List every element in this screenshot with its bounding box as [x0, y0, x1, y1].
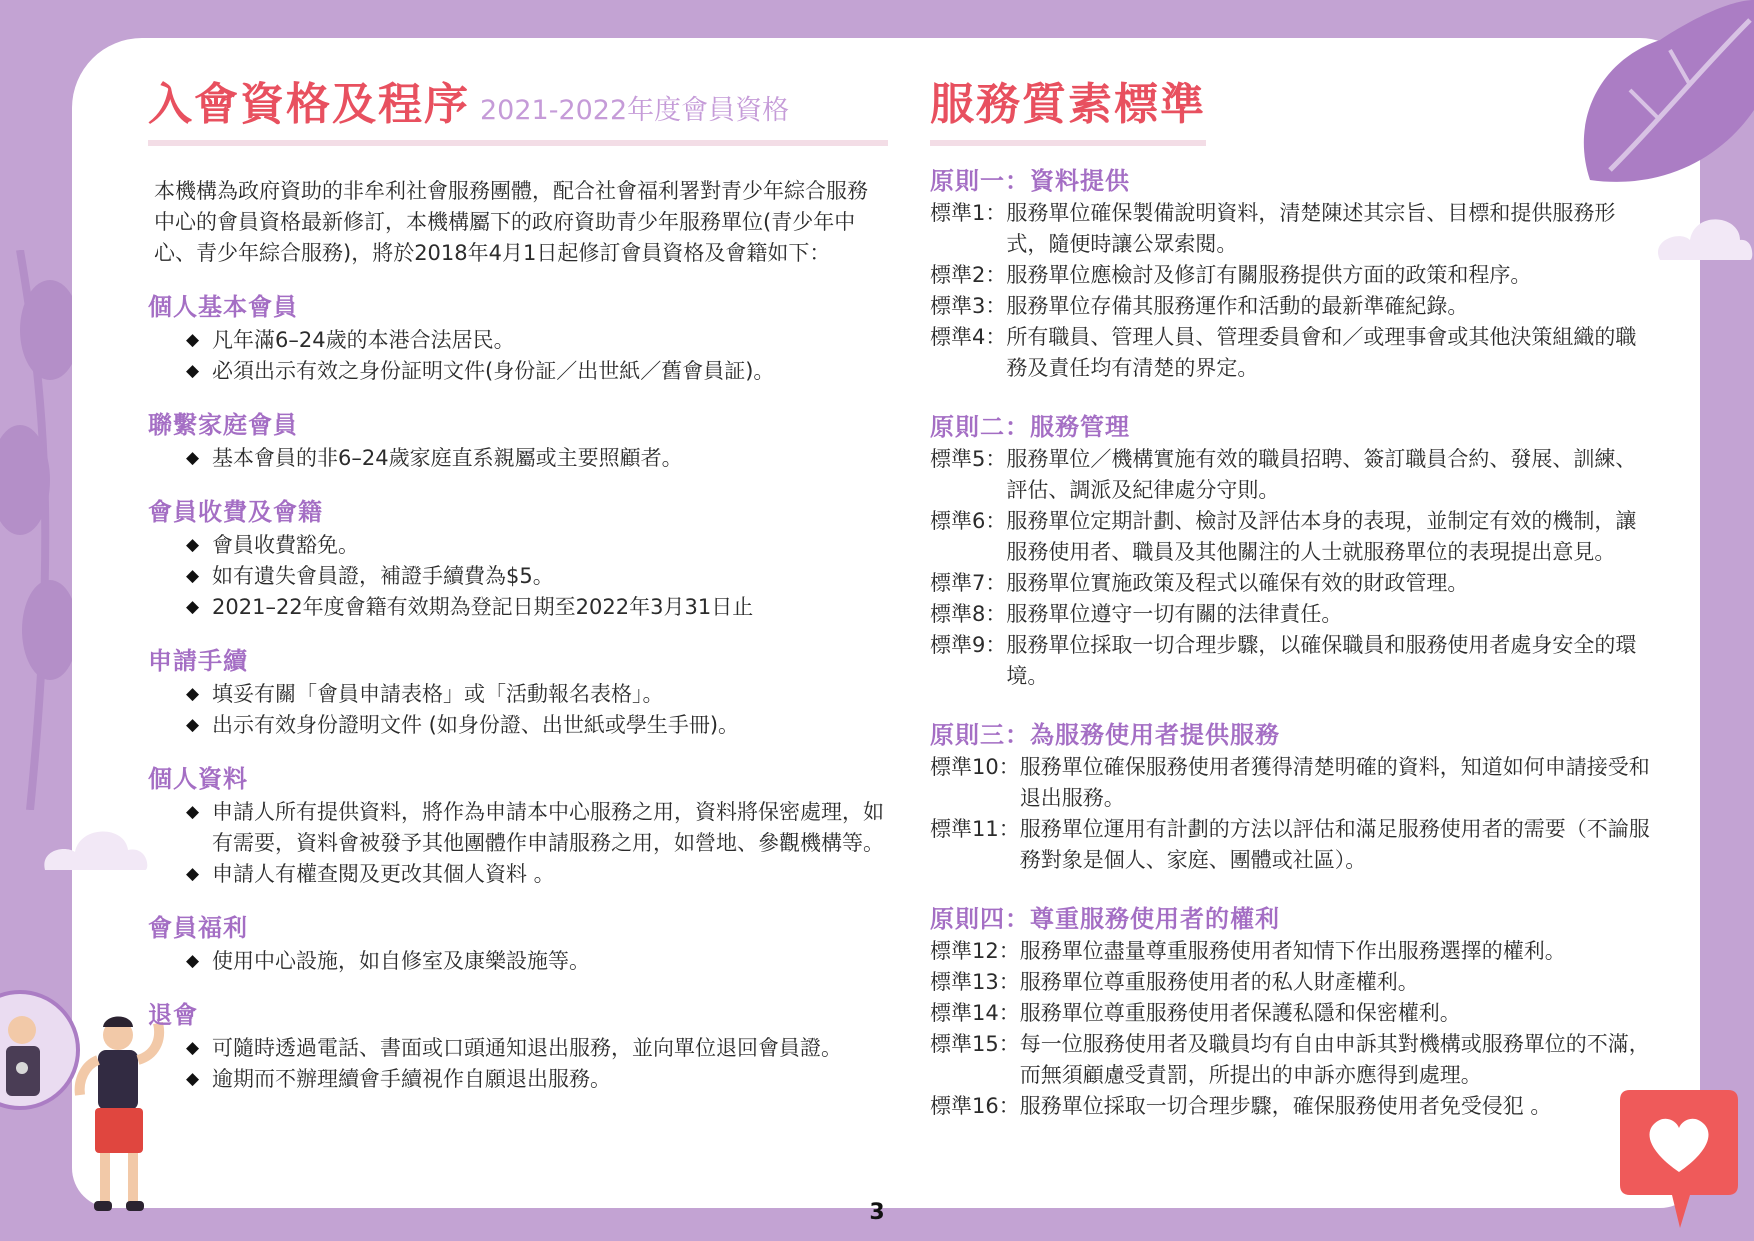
bullet-item — [148, 592, 888, 623]
bullet-item — [148, 325, 888, 356]
leaf-branch-decoration — [0, 250, 80, 810]
standard-item — [930, 814, 1650, 876]
standard-label: 標準2： — [930, 263, 1007, 287]
standard-text: 所有職員、管理人員、管理委員會和／或理事會或其他決策組織的職務及責任均有清楚的界定。 — [1006, 325, 1637, 380]
membership-section — [148, 645, 888, 741]
page-number: 3 — [869, 1200, 885, 1225]
principle-section — [930, 410, 1650, 692]
quality-standards-column — [930, 78, 1650, 1122]
cloud-decoration — [1650, 210, 1754, 260]
diamond-bullet-icon: ◆ — [186, 535, 200, 555]
quality-title-row — [930, 78, 1206, 146]
standard-label: 標準3： — [930, 294, 1007, 318]
bullet-item — [148, 443, 888, 474]
standard-label: 標準10： — [930, 755, 1020, 779]
bullet-text: 2021–22年度會籍有效期為登記日期至2022年3月31日止 — [212, 595, 754, 619]
diamond-bullet-icon: ◆ — [186, 715, 200, 735]
bullet-text: 必須出示有效之身份証明文件(身份証／出世紙／舊會員証)。 — [212, 359, 775, 383]
principle-section — [930, 902, 1650, 1122]
standard-item — [930, 998, 1650, 1029]
bullet-text: 出示有效身份證明文件 (如身份證、出世紙或學生手冊)。 — [212, 713, 740, 737]
bullet-item — [148, 859, 888, 890]
membership-sections — [148, 291, 888, 1095]
standard-text: 服務單位存備其服務運作和活動的最新準確紀錄。 — [1006, 294, 1469, 318]
standard-text: 服務單位盡量尊重服務使用者知情下作出服務選擇的權利。 — [1019, 939, 1566, 963]
standard-item — [930, 752, 1650, 814]
standard-label: 標準16： — [930, 1094, 1020, 1118]
standard-item — [930, 444, 1650, 506]
membership-title-row — [148, 78, 888, 146]
standard-label: 標準1： — [930, 201, 1007, 225]
bullet-text: 逾期而不辦理續會手續視作自願退出服務。 — [212, 1067, 611, 1091]
standard-text: 服務單位採取一切合理步驟，以確保職員和服務使用者處身安全的環境。 — [1006, 633, 1637, 688]
medal-person-illustration — [0, 990, 80, 1110]
standard-label: 標準6： — [930, 509, 1007, 533]
standard-text: 服務單位運用有計劃的方法以評估和滿足服務使用者的需要（不論服務對象是個人、家庭、團體或社區）。 — [1019, 817, 1650, 872]
standard-label: 標準5： — [930, 447, 1007, 471]
membership-subtitle: 2021-2022年度會員資格 — [480, 95, 790, 126]
bullet-item — [148, 1033, 888, 1064]
diamond-bullet-icon: ◆ — [186, 330, 200, 350]
bullet-item — [148, 710, 888, 741]
membership-section — [148, 912, 888, 977]
bullet-item — [148, 1064, 888, 1095]
principle-section — [930, 718, 1650, 876]
standard-label: 標準8： — [930, 602, 1007, 626]
standard-text: 服務單位確保服務使用者獲得清楚明確的資料，知道如何申請接受和退出服務。 — [1019, 755, 1650, 810]
standard-label: 標準11： — [930, 817, 1020, 841]
standard-item — [930, 198, 1650, 260]
section-heading: 會員收費及會籍 — [148, 498, 323, 526]
section-heading: 聯繫家庭會員 — [148, 411, 298, 439]
standard-label: 標準12： — [930, 939, 1020, 963]
standard-item — [930, 967, 1650, 998]
diamond-bullet-icon: ◆ — [186, 448, 200, 468]
standard-item — [930, 568, 1650, 599]
diamond-bullet-icon: ◆ — [186, 361, 200, 381]
diamond-bullet-icon: ◆ — [186, 951, 200, 971]
standard-item — [930, 1029, 1650, 1091]
standard-item — [930, 630, 1650, 692]
standard-item — [930, 599, 1650, 630]
standard-text: 服務單位採取一切合理步驟，確保服務使用者免受侵犯 。 — [1019, 1094, 1552, 1118]
diamond-bullet-icon: ◆ — [186, 802, 200, 822]
standard-text: 服務單位定期計劃、檢討及評估本身的表現，並制定有效的機制，讓服務使用者、職員及其他關注的人士就服務單位的表現提出意見。 — [1006, 509, 1637, 564]
bullet-text: 填妥有關「會員申請表格」或「活動報名表格」。 — [212, 682, 664, 706]
standard-item — [930, 260, 1650, 291]
diamond-bullet-icon: ◆ — [186, 566, 200, 586]
standard-item — [930, 322, 1650, 384]
bullet-text: 凡年滿6–24歲的本港合法居民。 — [212, 328, 515, 352]
bullet-item — [148, 946, 888, 977]
bullet-text: 如有遺失會員證，補證手續費為$5。 — [212, 564, 554, 588]
membership-column — [148, 78, 888, 1095]
bullet-text: 可隨時透過電話、書面或口頭通知退出服務，並向單位退回會員證。 — [212, 1036, 842, 1060]
bullet-item — [148, 530, 888, 561]
diamond-bullet-icon: ◆ — [186, 864, 200, 884]
bullet-item — [148, 561, 888, 592]
cloud-decoration-left — [40, 820, 150, 870]
section-heading: 退會 — [148, 1001, 198, 1029]
membership-section — [148, 409, 888, 474]
standard-item — [930, 506, 1650, 568]
standard-text: 服務單位尊重服務使用者的私人財產權利。 — [1019, 970, 1419, 994]
quality-title: 服務質素標準 — [930, 79, 1206, 130]
bullet-text: 會員收費豁免。 — [212, 533, 359, 557]
standard-label: 標準4： — [930, 325, 1007, 349]
standard-item — [930, 1091, 1650, 1122]
section-heading: 個人基本會員 — [148, 293, 298, 321]
standard-text: 服務單位實施政策及程式以確保有效的財政管理。 — [1006, 571, 1469, 595]
standard-label: 標準9： — [930, 633, 1007, 657]
standard-text: 服務單位應檢討及修訂有關服務提供方面的政策和程序。 — [1006, 263, 1532, 287]
standard-label: 標準7： — [930, 571, 1007, 595]
membership-title: 入會資格及程序 — [148, 79, 470, 130]
intro-paragraph: 本機構為政府資助的非牟利社會服務團體，配合社會福利署對青少年綜合服務中心的會員資格最新修訂，本機構屬下的政府資助青少年服務單位(青少年中心、青少年綜合服務)，將於2018年4月1日起修訂會員資格及會籍如下： — [154, 179, 868, 265]
principle-heading: 原則三：為服務使用者提供服務 — [930, 721, 1280, 749]
principles-list — [930, 164, 1650, 1122]
section-heading: 會員福利 — [148, 914, 248, 942]
standard-label: 標準15： — [930, 1032, 1020, 1056]
diamond-bullet-icon: ◆ — [186, 1038, 200, 1058]
standard-text: 服務單位確保製備說明資料，清楚陳述其宗旨、目標和提供服務形式，隨便時讓公眾索閱。 — [1006, 201, 1616, 256]
diamond-bullet-icon: ◆ — [186, 1069, 200, 1089]
bullet-text: 申請人所有提供資料，將作為申請本中心服務之用，資料將保密處理，如有需要，資料會被發予其他團體作申請服務之用，如營地、參觀機構等。 — [212, 800, 884, 855]
principle-heading: 原則二：服務管理 — [930, 413, 1130, 441]
membership-section — [148, 496, 888, 623]
bullet-item — [148, 797, 888, 859]
bullet-item — [148, 679, 888, 710]
membership-section — [148, 763, 888, 890]
principle-section — [930, 164, 1650, 384]
standard-text: 服務單位遵守一切有關的法律責任。 — [1006, 602, 1343, 626]
standard-text: 服務單位尊重服務使用者保護私隱和保密權利。 — [1019, 1001, 1461, 1025]
bullet-text: 使用中心設施，如自修室及康樂設施等。 — [212, 949, 590, 973]
principle-heading: 原則一：資料提供 — [930, 167, 1130, 195]
diamond-bullet-icon: ◆ — [186, 684, 200, 704]
standard-text: 每一位服務使用者及職員均有自由申訴其對機構或服務單位的不滿，而無須顧慮受責罰，所提出的申訴亦應得到處理。 — [1019, 1032, 1650, 1087]
principle-heading: 原則四：尊重服務使用者的權利 — [930, 905, 1280, 933]
standard-item — [930, 936, 1650, 967]
standard-text: 服務單位／機構實施有效的職員招聘、簽訂職員合約、發展、訓練、評估、調派及紀律處分守則。 — [1006, 447, 1637, 502]
section-heading: 申請手續 — [148, 647, 248, 675]
section-heading: 個人資料 — [148, 765, 248, 793]
diamond-bullet-icon: ◆ — [186, 597, 200, 617]
bullet-item — [148, 356, 888, 387]
bullet-text: 申請人有權查閱及更改其個人資料 。 — [212, 862, 555, 886]
membership-section — [148, 291, 888, 387]
bullet-text: 基本會員的非6–24歲家庭直系親屬或主要照顧者。 — [212, 446, 683, 470]
standard-label: 標準13： — [930, 970, 1020, 994]
standard-item — [930, 291, 1650, 322]
membership-section — [148, 999, 888, 1095]
standard-label: 標準14： — [930, 1001, 1020, 1025]
